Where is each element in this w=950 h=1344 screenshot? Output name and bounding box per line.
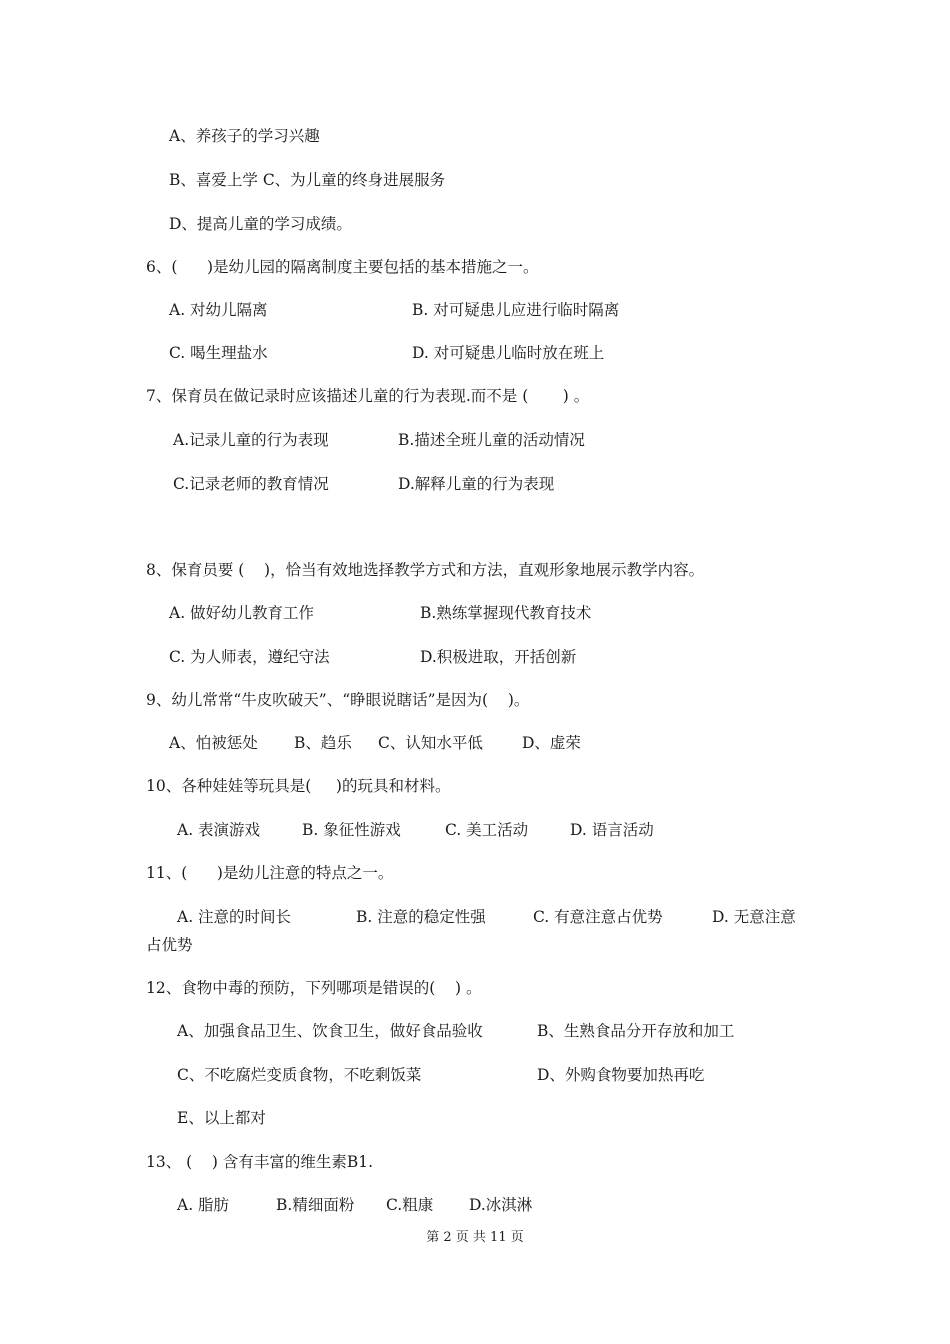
- question-6-option-c: C. 喝生理盐水: [169, 344, 268, 362]
- question-10-stem: 10、各种娃娃等玩具是( )的玩具和材料。: [146, 777, 451, 795]
- question-8-option-c: C. 为人师表，遵纪守法: [169, 648, 330, 666]
- question-7-stem: 7、保育员在做记录时应该描述儿童的行为表现.而不是 ( ) 。: [146, 387, 590, 405]
- question-6-option-a: A. 对幼儿隔离: [169, 301, 268, 319]
- question-10-option-c: C. 美工活动: [445, 821, 529, 839]
- question-8-option-b: B.熟练掌握现代教育技术: [420, 604, 592, 622]
- question-12-option-c: C、不吃腐烂变质食物，不吃剩饭菜: [177, 1066, 422, 1084]
- question-11-option-a: A. 注意的时间长: [177, 908, 292, 926]
- question-11-option-d-wrap: 占优势: [146, 936, 193, 954]
- question-13-option-a: A. 脂肪: [177, 1196, 230, 1214]
- page-footer: 第 2 页 共 11 页: [426, 1230, 524, 1245]
- question-9-option-a: A、怕被惩处: [169, 734, 258, 752]
- question-11-option-b: B. 注意的稳定性强: [356, 908, 486, 926]
- question-11-stem: 11、( )是幼儿注意的特点之一。: [146, 864, 394, 882]
- question-11-option-d: D. 无意注意: [712, 908, 796, 926]
- option-a: A、养孩子的学习兴趣: [169, 127, 320, 145]
- question-6-stem: 6、( )是幼儿园的隔离制度主要包括的基本措施之一。: [146, 258, 539, 276]
- question-7-option-b: B.描述全班儿童的活动情况: [398, 431, 585, 449]
- question-9-option-b: B、趋乐: [294, 734, 352, 752]
- question-10-option-b: B. 象征性游戏: [302, 821, 401, 839]
- option-d: D、提高儿童的学习成绩。: [169, 215, 352, 233]
- question-10-option-a: A. 表演游戏: [177, 821, 261, 839]
- question-12-option-b: B、生熟食品分开存放和加工: [537, 1022, 735, 1040]
- question-7-option-d: D.解释儿童的行为表现: [398, 475, 555, 493]
- question-11-option-c: C. 有意注意占优势: [533, 908, 663, 926]
- question-8-option-a: A. 做好幼儿教育工作: [169, 604, 315, 622]
- option-bc: B、喜爱上学 C、为儿童的终身进展服务: [169, 171, 446, 189]
- question-13-option-d: D.冰淇淋: [469, 1196, 533, 1214]
- question-12-option-e: E、以上都对: [177, 1109, 266, 1127]
- question-12-option-d: D、外购食物要加热再吃: [537, 1066, 705, 1084]
- question-7-option-a: A.记录儿童的行为表现: [173, 431, 329, 449]
- question-8-option-d: D.积极进取，开括创新: [420, 648, 577, 666]
- question-8-stem: 8、保育员要 ( )，恰当有效地选择教学方式和方法，直观形象地展示教学内容。: [146, 561, 705, 579]
- question-10-option-d: D. 语言活动: [570, 821, 654, 839]
- question-9-stem: 9、幼儿常常“牛皮吹破天”、“睁眼说瞎话”是因为( )。: [146, 691, 530, 709]
- question-9-option-c: C、认知水平低: [378, 734, 483, 752]
- question-13-option-b: B.精细面粉: [276, 1196, 355, 1214]
- question-12-option-a: A、加强食品卫生、饮食卫生，做好食品验收: [177, 1022, 483, 1040]
- question-6-option-d: D. 对可疑患儿临时放在班上: [412, 344, 605, 362]
- question-6-option-b: B. 对可疑患儿应进行临时隔离: [412, 301, 620, 319]
- question-12-stem: 12、食物中毒的预防，下列哪项是错误的( ) 。: [146, 979, 482, 997]
- question-9-option-d: D、虚荣: [522, 734, 581, 752]
- question-13-stem: 13、 ( ) 含有丰富的维生素B1.: [146, 1153, 374, 1171]
- question-7-option-c: C.记录老师的教育情况: [173, 475, 329, 493]
- question-13-option-c: C.粗康: [386, 1196, 434, 1214]
